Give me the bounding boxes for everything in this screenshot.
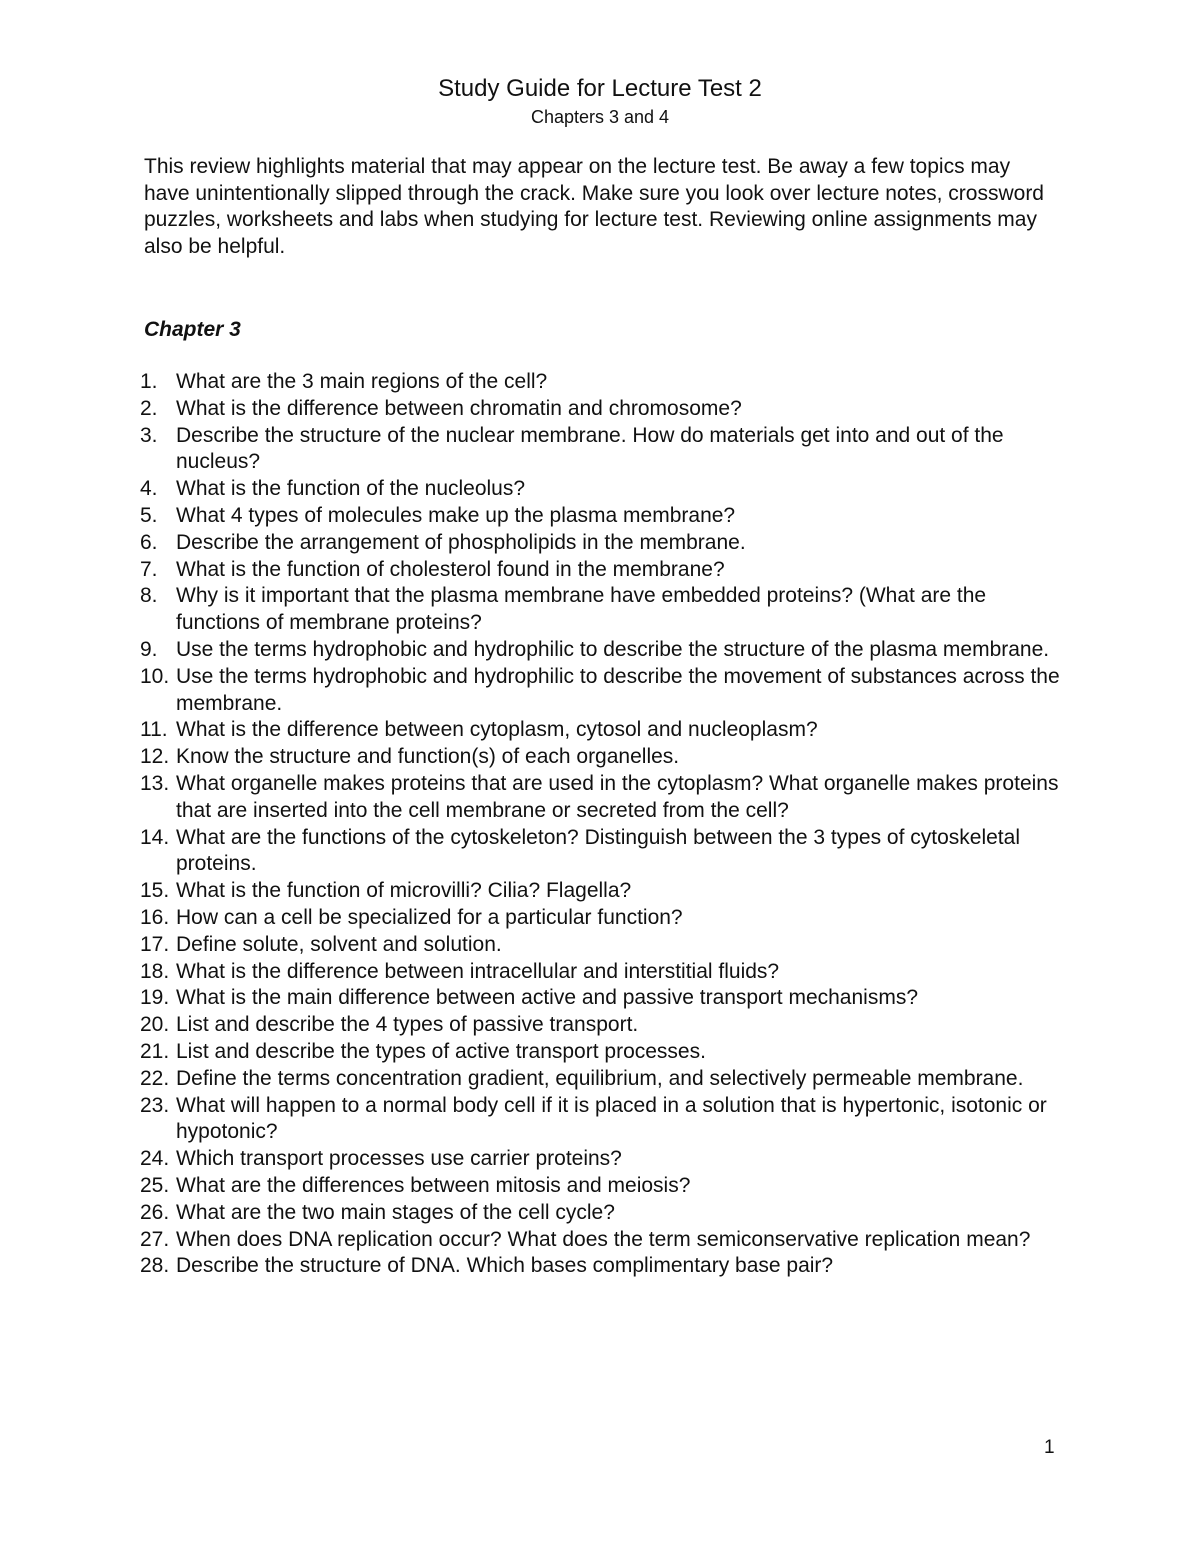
question-number: 9. — [140, 637, 158, 661]
question-text: What is the difference between intracellular and interstitial fluids? — [176, 959, 780, 983]
question-number: 28. — [140, 1254, 170, 1278]
question-item — [140, 1227, 1060, 1254]
document-title: Study Guide for Lecture Test 2 — [438, 75, 762, 102]
question-item — [140, 1012, 1060, 1039]
question-text: Define solute, solvent and solution. — [176, 932, 502, 956]
question-text: How can a cell be specialized for a particular function? — [176, 905, 683, 929]
question-item — [140, 557, 1060, 584]
question-item — [140, 744, 1060, 771]
document-subtitle: Chapters 3 and 4 — [530, 107, 670, 127]
intro-paragraph: This review highlights material that may appear on the lecture test. Be away a few topics may have unintentionally slipped through the crack. Make sure you look over lecture notes, crossword puzzles, worksheets and labs when studying for lecture test. Reviewing online assignments may also be helpful. — [144, 155, 1044, 258]
question-number: 19. — [140, 986, 170, 1010]
question-number: 24. — [140, 1147, 170, 1171]
question-number: 2. — [140, 396, 158, 420]
question-item — [140, 1093, 1060, 1147]
question-number: 17. — [140, 932, 170, 956]
question-number: 1. — [140, 370, 158, 393]
question-item — [140, 583, 1060, 637]
question-text: What is the main difference between active and passive transport mechanisms? — [176, 986, 918, 1010]
question-text: What organelle makes proteins that are used in the cytoplasm? What organelle makes proteins that are inserted into the cell membrane or secreted from the cell? — [176, 771, 1059, 822]
question-item — [140, 959, 1060, 986]
question-text: What are the functions of the cytoskeleton? Distinguish between the 3 types of cytoskeletal proteins. — [176, 825, 1020, 876]
question-text: What is the function of microvilli? Cilia? Flagella? — [176, 879, 632, 903]
question-item — [140, 1039, 1060, 1066]
question-number: 23. — [140, 1093, 170, 1117]
question-item — [140, 878, 1060, 905]
question-list — [140, 369, 1060, 1280]
question-number: 27. — [140, 1227, 170, 1251]
question-text: Which transport processes use carrier proteins? — [176, 1147, 622, 1171]
question-item — [140, 1173, 1060, 1200]
question-text: Define the terms concentration gradient, equilibrium, and selectively permeable membrane. — [176, 1066, 1024, 1090]
question-text: When does DNA replication occur? What does the term semiconservative replication mean? — [176, 1227, 1031, 1251]
question-text: Know the structure and function(s) of each organelles. — [176, 745, 680, 769]
question-item — [140, 825, 1060, 879]
question-number: 5. — [140, 503, 158, 527]
question-text: List and describe the 4 types of passive transport. — [176, 1013, 639, 1037]
question-text: What is the function of cholesterol found in the membrane? — [176, 557, 725, 581]
question-text: What will happen to a normal body cell if it is placed in a solution that is hypertonic, isotonic or hypotonic? — [176, 1093, 1047, 1144]
question-text: Use the terms hydrophobic and hydrophilic to describe the structure of the plasma membrane. — [176, 637, 1050, 661]
question-text: What are the differences between mitosis and meiosis? — [176, 1173, 691, 1197]
question-text: What are the two main stages of the cell cycle? — [176, 1200, 615, 1224]
question-number: 12. — [140, 745, 170, 769]
question-number: 14. — [140, 825, 170, 849]
question-number: 16. — [140, 905, 170, 929]
question-item — [140, 396, 1060, 423]
question-number: 25. — [140, 1173, 170, 1197]
question-item — [140, 771, 1060, 825]
question-text: What is the difference between cytoplasm, cytosol and nucleoplasm? — [176, 718, 818, 742]
question-text: Why is it important that the plasma membrane have embedded proteins? (What are the functions of membrane proteins? — [176, 584, 987, 635]
question-text: Describe the structure of the nuclear membrane. How do materials get into and out of the nucleus? — [176, 423, 1004, 474]
question-number: 3. — [140, 423, 158, 447]
question-text: Use the terms hydrophobic and hydrophilic to describe the movement of substances across the membrane. — [176, 664, 1060, 715]
question-item — [140, 369, 1060, 396]
question-item — [140, 1066, 1060, 1093]
question-number: 13. — [140, 771, 170, 795]
question-item — [140, 423, 1060, 477]
question-number: 22. — [140, 1066, 170, 1090]
question-item — [140, 476, 1060, 503]
question-text: List and describe the types of active transport processes. — [176, 1039, 706, 1063]
question-item — [140, 1146, 1060, 1173]
question-text: What is the function of the nucleolus? — [176, 477, 526, 501]
question-item — [140, 664, 1060, 718]
question-item — [140, 1253, 1060, 1280]
question-number: 20. — [140, 1013, 170, 1037]
question-number: 11. — [140, 718, 168, 742]
question-item — [140, 985, 1060, 1012]
question-text: Describe the arrangement of phospholipids in the membrane. — [176, 530, 746, 554]
question-item — [140, 530, 1060, 557]
question-number: 7. — [140, 557, 158, 581]
question-item — [140, 503, 1060, 530]
question-text: What are the 3 main regions of the cell? — [176, 370, 548, 393]
question-item — [140, 717, 1060, 744]
question-item — [140, 905, 1060, 932]
page-number: 1 — [1044, 1437, 1055, 1458]
question-text: What 4 types of molecules make up the plasma membrane? — [176, 503, 736, 527]
question-number: 10. — [140, 664, 170, 688]
question-item — [140, 1200, 1060, 1227]
question-item — [140, 932, 1060, 959]
question-number: 18. — [140, 959, 170, 983]
question-number: 21. — [140, 1039, 170, 1063]
question-number: 15. — [140, 879, 170, 903]
question-item — [140, 637, 1060, 664]
chapter-heading: Chapter 3 — [144, 318, 241, 341]
question-text: What is the difference between chromatin and chromosome? — [176, 396, 742, 420]
question-number: 8. — [140, 584, 158, 608]
question-number: 26. — [140, 1200, 170, 1224]
question-text: Describe the structure of DNA. Which bases complimentary base pair? — [176, 1254, 834, 1278]
question-number: 6. — [140, 530, 158, 554]
question-number: 4. — [140, 477, 158, 501]
